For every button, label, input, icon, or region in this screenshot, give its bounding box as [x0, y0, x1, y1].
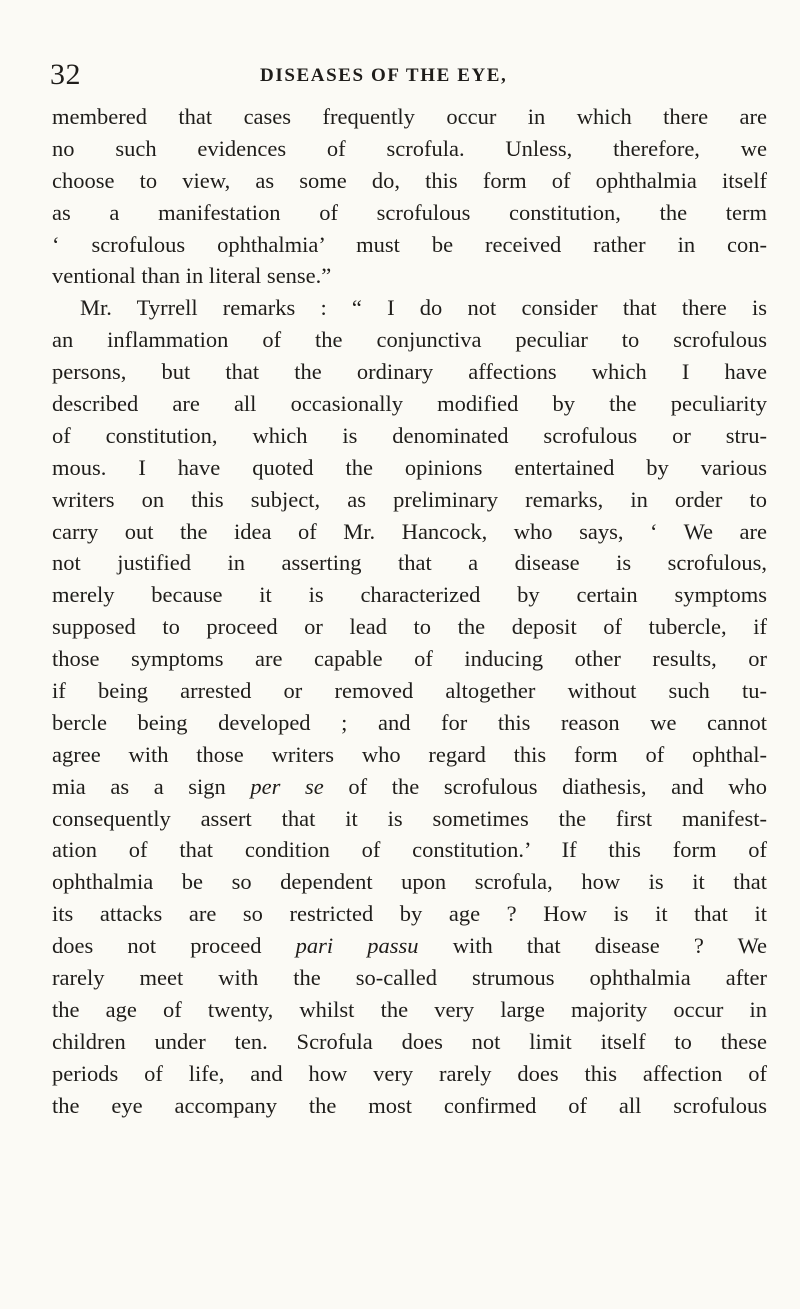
running-head	[0, 55, 800, 95]
text-line: writers on this subject, as preliminary remarks, in order to	[52, 486, 767, 512]
text-line: merely because it is characterized by certain symptoms	[52, 582, 767, 608]
text-line: ation of that condition of constitution.’ If this form of	[52, 837, 767, 863]
text-line: supposed to proceed or lead to the deposit of tubercle, if	[52, 614, 767, 640]
text-line: consequently assert that it is sometimes the first manifest-	[52, 805, 767, 831]
text-line: of constitution, which is denominated scrofulous or stru-	[52, 422, 767, 448]
text-line: described are all occasionally modified by the peculiarity	[52, 391, 767, 417]
body-text	[52, 101, 767, 1122]
text-line: not justified in asserting that a disease is scrofulous,	[52, 550, 767, 576]
text-line: agree with those writers who regard this form of ophthal-	[52, 741, 767, 767]
text-line: its attacks are so restricted by age ? How is it that it	[52, 901, 767, 927]
text-line: ‘ scrofulous ophthalmia’ must be received rather in con-	[52, 231, 767, 257]
text-line: bercle being developed ; and for this reason we cannot	[52, 709, 767, 735]
text-line: persons, but that the ordinary affections which I have	[52, 359, 767, 385]
page-number: 32	[50, 58, 81, 91]
text-line: ophthalmia be so dependent upon scrofula, how is it that	[52, 869, 767, 895]
text-line: choose to view, as some do, this form of ophthalmia itself	[52, 167, 767, 193]
text-line: an inflammation of the conjunctiva peculiar to scrofulous	[52, 327, 767, 353]
text-line: mia as a sign per se of the scrofulous diathesis, and who	[52, 773, 767, 799]
text-line: as a manifestation of scrofulous constitution, the term	[52, 199, 767, 225]
text-line: the age of twenty, whilst the very large majority occur in	[52, 996, 767, 1022]
text-line: periods of life, and how very rarely does this affection of	[52, 1060, 767, 1086]
running-title: DISEASES OF THE EYE,	[260, 65, 508, 86]
text-line: ventional than in literal sense.”	[52, 263, 332, 289]
text-line: if being arrested or removed altogether without such tu-	[52, 678, 767, 704]
text-line: Mr. Tyrrell remarks : “ I do not consider that there is	[80, 295, 767, 321]
text-line: membered that cases frequently occur in which there are	[52, 104, 767, 129]
text-line: the eye accompany the most confirmed of all scrofulous	[52, 1092, 767, 1118]
text-line: rarely meet with the so-called strumous ophthalmia after	[52, 965, 767, 991]
text-line: no such evidences of scrofula. Unless, therefore, we	[52, 135, 767, 161]
text-line: mous. I have quoted the opinions entertained by various	[52, 454, 767, 480]
text-line: children under ten. Scrofula does not limit itself to these	[52, 1028, 767, 1054]
text-line: does not proceed pari passu with that disease ? We	[52, 933, 767, 959]
text-line: those symptoms are capable of inducing other results, or	[52, 646, 767, 672]
text-line: carry out the idea of Mr. Hancock, who says, ‘ We are	[52, 518, 767, 544]
